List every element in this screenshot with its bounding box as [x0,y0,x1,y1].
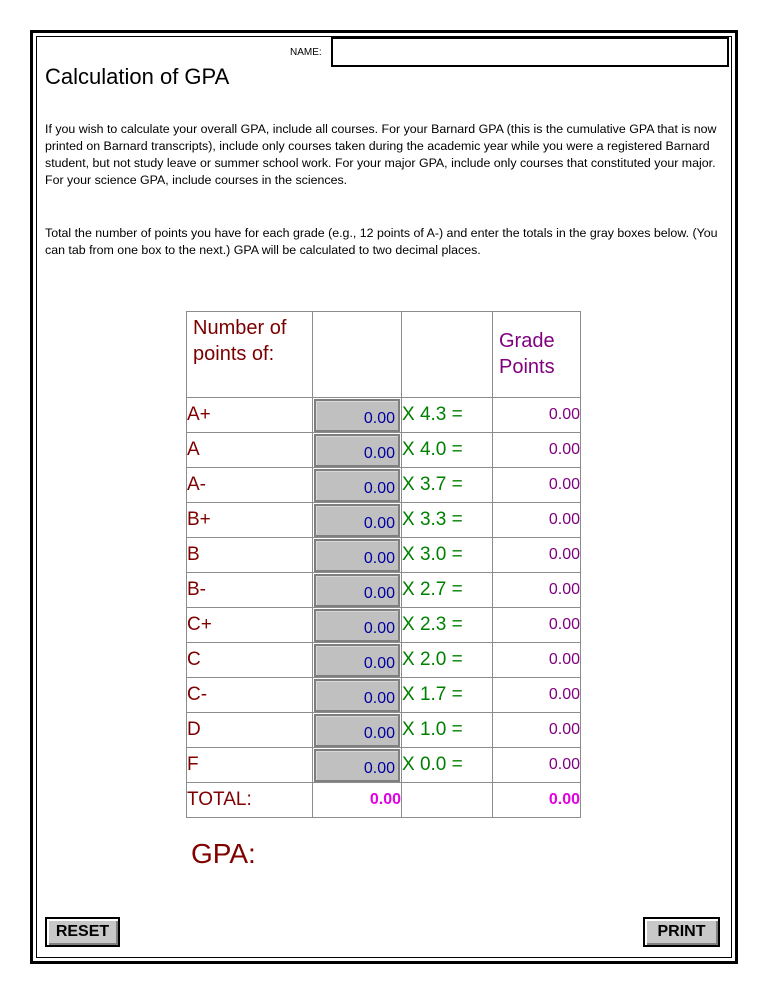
name-field[interactable] [331,37,729,67]
points-value: 0.00 [363,724,395,742]
instructions-paragraph-2: Total the number of points you have for each grade (e.g., 12 points of A-) and enter the totals in the gray boxes below. (You can tab from one box to the next.) GPA will be calculated to two decimal places. [45,226,718,257]
points-input[interactable] [314,434,400,467]
multiplier-label: X 1.7 = [402,678,493,713]
points-value: 0.00 [363,759,395,777]
table-row [187,468,581,503]
table-row [187,678,581,713]
points-cell [313,643,402,678]
points-cell [313,713,402,748]
header-points-label: Number of points of: [193,317,287,365]
total-empty-cell [402,783,493,818]
points-value: 0.00 [363,689,395,707]
header-grade-points-cell [493,312,581,398]
table-row [187,748,581,783]
grade-points-value: 0.00 [493,433,581,468]
print-button[interactable]: PRINT [643,917,720,947]
header-empty-cell [402,312,493,398]
points-input[interactable] [314,504,400,537]
points-cell [313,398,402,433]
grade-label: C- [187,678,313,713]
grade-points-value: 0.00 [493,538,581,573]
points-value: 0.00 [363,619,395,637]
reset-button[interactable]: RESET [45,917,120,947]
name-label: NAME: [290,47,322,58]
grade-points-value: 0.00 [493,608,581,643]
header-points-cell [187,312,313,398]
multiplier-label: X 4.0 = [402,433,493,468]
points-input[interactable] [314,609,400,642]
points-cell [313,678,402,713]
points-input[interactable] [314,749,400,782]
table-row [187,503,581,538]
gpa-label: GPA: [191,838,256,869]
points-cell [313,748,402,783]
total-row [187,783,581,818]
total-grade-points-value: 0.00 [493,783,581,818]
grade-points-value: 0.00 [493,468,581,503]
points-value: 0.00 [363,409,395,427]
points-input[interactable] [314,644,400,677]
grade-points-value: 0.00 [493,713,581,748]
table-row [187,573,581,608]
points-input[interactable] [314,679,400,712]
grade-points-value: 0.00 [493,503,581,538]
header-empty-cell [313,312,402,398]
grade-label: D [187,713,313,748]
total-points-value: 0.00 [313,783,402,818]
multiplier-label: X 3.7 = [402,468,493,503]
grade-points-value: 0.00 [493,748,581,783]
points-input[interactable] [314,539,400,572]
table-row [187,538,581,573]
multiplier-label: X 2.3 = [402,608,493,643]
points-cell [313,503,402,538]
points-input[interactable] [314,399,400,432]
points-input[interactable] [314,714,400,747]
table-header-row [187,312,581,398]
grade-label: C [187,643,313,678]
points-cell [313,608,402,643]
grade-label: B [187,538,313,573]
grade-points-value: 0.00 [493,398,581,433]
table-row [187,643,581,678]
grade-label: A [187,433,313,468]
table-row [187,608,581,643]
multiplier-label: X 0.0 = [402,748,493,783]
points-value: 0.00 [363,549,395,567]
points-cell [313,433,402,468]
points-cell [313,468,402,503]
multiplier-label: X 3.3 = [402,503,493,538]
grade-points-value: 0.00 [493,643,581,678]
grade-points-value: 0.00 [493,573,581,608]
grade-points-value: 0.00 [493,678,581,713]
points-value: 0.00 [363,444,395,462]
points-value: 0.00 [363,584,395,602]
points-value: 0.00 [363,654,395,672]
table-row [187,713,581,748]
grade-label: A+ [187,398,313,433]
grade-label: C+ [187,608,313,643]
gpa-table [186,311,581,818]
instructions-paragraph-1: If you wish to calculate your overall GPA, include all courses. For your Barnard GPA (this is the cumulative GPA that is now printed on Barnard transcripts), include only courses taken during the academic year while you were a registered Barnard student, but not study leave or summer school work. For your major GPA, include only courses that constituted your major. For your science GPA, include courses in the sciences. [45,122,717,187]
multiplier-label: X 4.3 = [402,398,493,433]
points-value: 0.00 [363,514,395,532]
table-row [187,433,581,468]
grade-label: A- [187,468,313,503]
grade-label: B+ [187,503,313,538]
grade-label: F [187,748,313,783]
grade-label: B- [187,573,313,608]
multiplier-label: X 2.0 = [402,643,493,678]
total-label: TOTAL: [187,783,313,818]
multiplier-label: X 1.0 = [402,713,493,748]
points-cell [313,538,402,573]
page-title: Calculation of GPA [45,64,230,89]
points-input[interactable] [314,469,400,502]
points-cell [313,573,402,608]
points-input[interactable] [314,574,400,607]
points-value: 0.00 [363,479,395,497]
multiplier-label: X 3.0 = [402,538,493,573]
table-row [187,398,581,433]
header-grade-points-label: Grade Points [499,330,555,378]
multiplier-label: X 2.7 = [402,573,493,608]
